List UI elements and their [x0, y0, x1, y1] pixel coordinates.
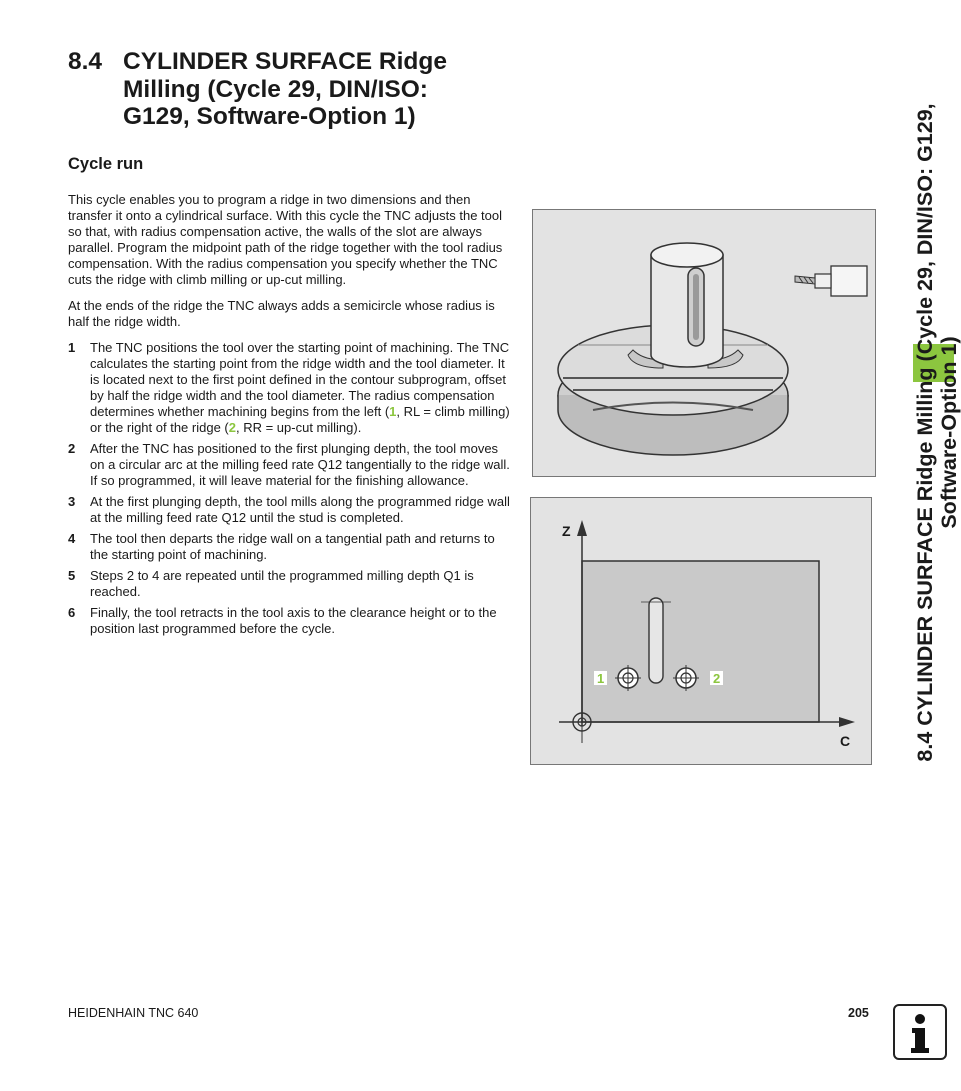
- info-icon: [893, 1004, 947, 1060]
- step-text: The tool then departs the ridge wall on a tangential path and returns to the starting point of machining.: [90, 531, 495, 562]
- step-text: At the first plunging depth, the tool mills along the programmed ridge wall at the milling feed rate Q12 until the stud is completed.: [90, 494, 510, 525]
- section-title-text: CYLINDER SURFACE Ridge Milling (Cycle 29, DIN/ISO: G129, Software-Option 1): [123, 48, 447, 130]
- footer-product: HEIDENHAIN TNC 640: [68, 1006, 199, 1020]
- step-number: 5: [68, 568, 76, 583]
- zc-drawing: [531, 498, 871, 764]
- body-text: [68, 192, 512, 642]
- page-number: 205: [848, 1006, 869, 1020]
- step-number: 2: [68, 441, 76, 456]
- ref-marker-1: 1: [389, 404, 397, 419]
- intro-paragraph: This cycle enables you to program a ridge in two dimensions and then transfer it onto a cylindrical surface. With this cycle the TNC adjusts the tool so that, with radius compensation active, the walls of the slot are always parallel. Program the midpoint path of the ridge together with the tool radius compensation. With the radius compensation you specify whether the TNC cuts the ridge with climb milling or up-cut milling.: [68, 192, 503, 287]
- ref-marker-2: 2: [228, 420, 236, 435]
- list-item: [68, 340, 512, 436]
- step-number: 1: [68, 340, 76, 355]
- cylinder-illustration: [532, 209, 876, 477]
- axis-z-label: Z: [562, 523, 571, 539]
- subheading: Cycle run: [68, 155, 144, 173]
- step-text: , RL = climb milling) or the right of the ridge (: [90, 404, 510, 435]
- step-text: Finally, the tool retracts in the tool axis to the clearance height or to the position last programmed before the cycle.: [90, 605, 497, 636]
- list-item: [68, 568, 512, 600]
- list-item: [68, 494, 512, 526]
- marker-2-label: 2: [713, 671, 721, 686]
- section-title: [68, 48, 488, 131]
- sidebar-line-1: 8.4 CYLINDER SURFACE Ridge Milling (Cycle 29, DIN/ISO: G129,: [913, 103, 937, 762]
- step-text: After the TNC has positioned to the first plunging depth, the tool moves on a circular arc at the milling feed rate Q12 tangentially to the ridge wall. If so programmed, it will leave material for the finishing allowance.: [90, 441, 510, 488]
- step-text: Steps 2 to 4 are repeated until the programmed milling depth Q1 is reached.: [90, 568, 474, 599]
- step-number: 4: [68, 531, 76, 546]
- list-item: [68, 605, 512, 637]
- axis-c-label: C: [840, 733, 851, 749]
- sidebar-line-2: Software-Option 1): [937, 336, 961, 529]
- cylinder-drawing: [533, 210, 875, 476]
- step-number: 3: [68, 494, 76, 509]
- section-number: 8.4: [68, 48, 103, 75]
- sidebar-title: [913, 35, 961, 830]
- zc-diagram: [530, 497, 872, 765]
- marker-1-label: 1: [597, 671, 605, 686]
- step-text: The TNC positions the tool over the starting point of machining. The TNC calculates the starting point from the ridge width and the tool diameter. It is located next to the first point defined in the contour subprogram, offset by half the ridge width and the tool diameter. The radius compensation determines whether machining begins from the left (: [90, 340, 510, 419]
- steps-list: [68, 340, 512, 637]
- list-item: [68, 531, 512, 563]
- list-item: [68, 441, 512, 489]
- step-text: , RR = up-cut milling).: [235, 420, 362, 435]
- step-number: 6: [68, 605, 76, 620]
- intro-paragraph: At the ends of the ridge the TNC always adds a semicircle whose radius is half the ridge width.: [68, 298, 495, 329]
